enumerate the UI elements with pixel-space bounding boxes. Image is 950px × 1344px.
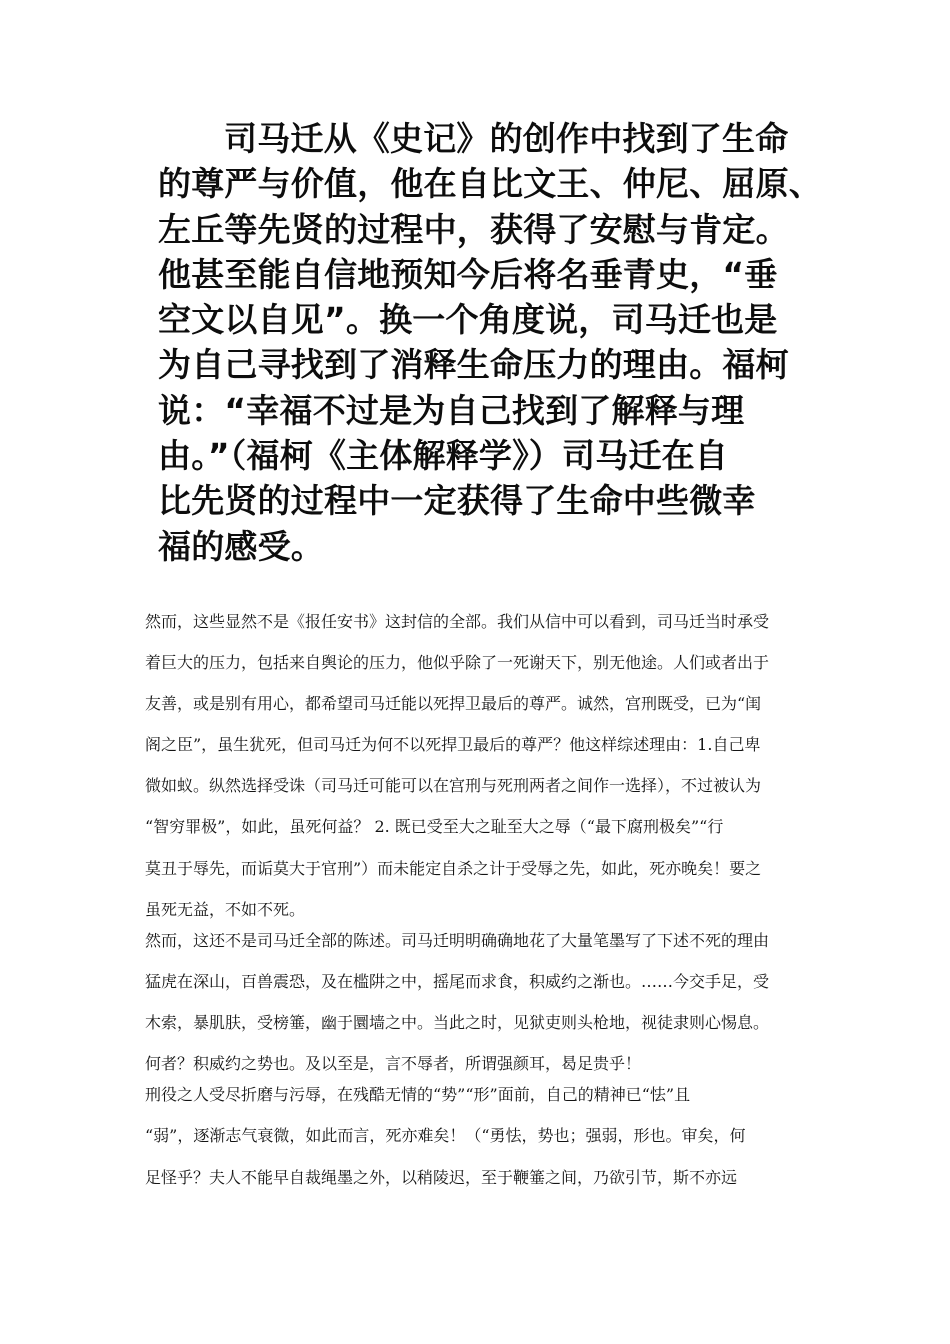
body-line: 然而，这些显然不是《报任安书》这封信的全部。我们从信中可以看到，司马迁当时承受	[145, 612, 770, 631]
body-line: 莫丑于辱先，而诟莫大于官刑”）而未能定自杀之计于受辱之先，如此，死亦晚矣！要之	[145, 858, 762, 878]
essay-line: 由。”（福柯《主体解释学》）司马迁在自	[158, 436, 728, 476]
essay-line: 空文以自见”。换一个角度说，司马迁也是	[158, 300, 778, 340]
essay-line: 说：“幸福不过是为自己找到了解释与理	[158, 390, 745, 430]
essay-line: 为自己寻找到了消释生命压力的理由。福柯	[158, 345, 789, 385]
essay-line: 他甚至能自信地预知今后将名垂青史，“垂	[158, 254, 778, 294]
essay-line: 的尊严与价值，他在自比文王、仲尼、屈原、	[158, 164, 822, 204]
body-line: 着巨大的压力，包括来自舆论的压力，他似乎除了一死谢天下，别无他途。人们或者出于	[145, 653, 770, 673]
body-line: 何者？积威约之势也。及以至是，言不辱者，所谓强颜耳，曷足贵乎！	[145, 1054, 642, 1074]
essay-line: 左丘等先贤的过程中，获得了安慰与肯定。	[158, 209, 789, 249]
body-line: 猛虎在深山，百兽震恐，及在槛阱之中，摇尾而求食，积威约之渐也。……今交手足，受	[145, 971, 770, 991]
body-line: 刑役之人受尽折磨与污辱，在残酷无情的“势”“形”面前，自己的精神已“怯”且	[145, 1085, 691, 1105]
body-line: 足怪乎？夫人不能早自裁绳墨之外，以稍陵迟，至于鞭箠之间，乃欲引节，斯不亦远	[145, 1167, 738, 1187]
essay-line: 司马迁从《史记》的创作中找到了生命	[224, 119, 789, 158]
body-line: 友善，或是别有用心，都希望司马迁能以死捍卫最后的尊严。诚然，宫刑既受，已为“闺	[145, 694, 762, 714]
body-line: 然而，这还不是司马迁全部的陈述。司马迁明明确确地花了大量笔墨写了下述不死的理由	[145, 930, 770, 950]
body-line: “弱”，逐渐志气衰微，如此而言，死亦难矣！（“勇怯，势也；强弱，形也。审矣，何	[145, 1126, 746, 1146]
essay-line: 比先贤的过程中一定获得了生命中些微幸	[158, 481, 756, 521]
body-line: 虽死无益，不如不死。	[145, 899, 306, 919]
body-line: 阁之臣”，虽生犹死，但司马迁为何不以死捍卫最后的尊严？他这样综述理由：1.自己卑	[145, 735, 761, 755]
essay-line: 福的感受。	[158, 526, 324, 566]
body-line: 木索，暴肌肤，受榜箠，幽于圜墙之中。当此之时，见狱吏则头枪地，视徒隶则心惕息。	[145, 1013, 770, 1033]
body-line: 微如蚁。纵然选择受诛（司马迁可能可以在宫刑与死刑两者之间作一选择），不过被认为	[145, 776, 762, 796]
quoted-essay-paragraph	[158, 116, 822, 569]
body-text	[145, 612, 815, 1188]
body-line: “智穷罪极”，如此，虽死何益？ 2. 既已受至大之耻至大之辱（“最下腐刑极矣”“行	[145, 817, 724, 837]
